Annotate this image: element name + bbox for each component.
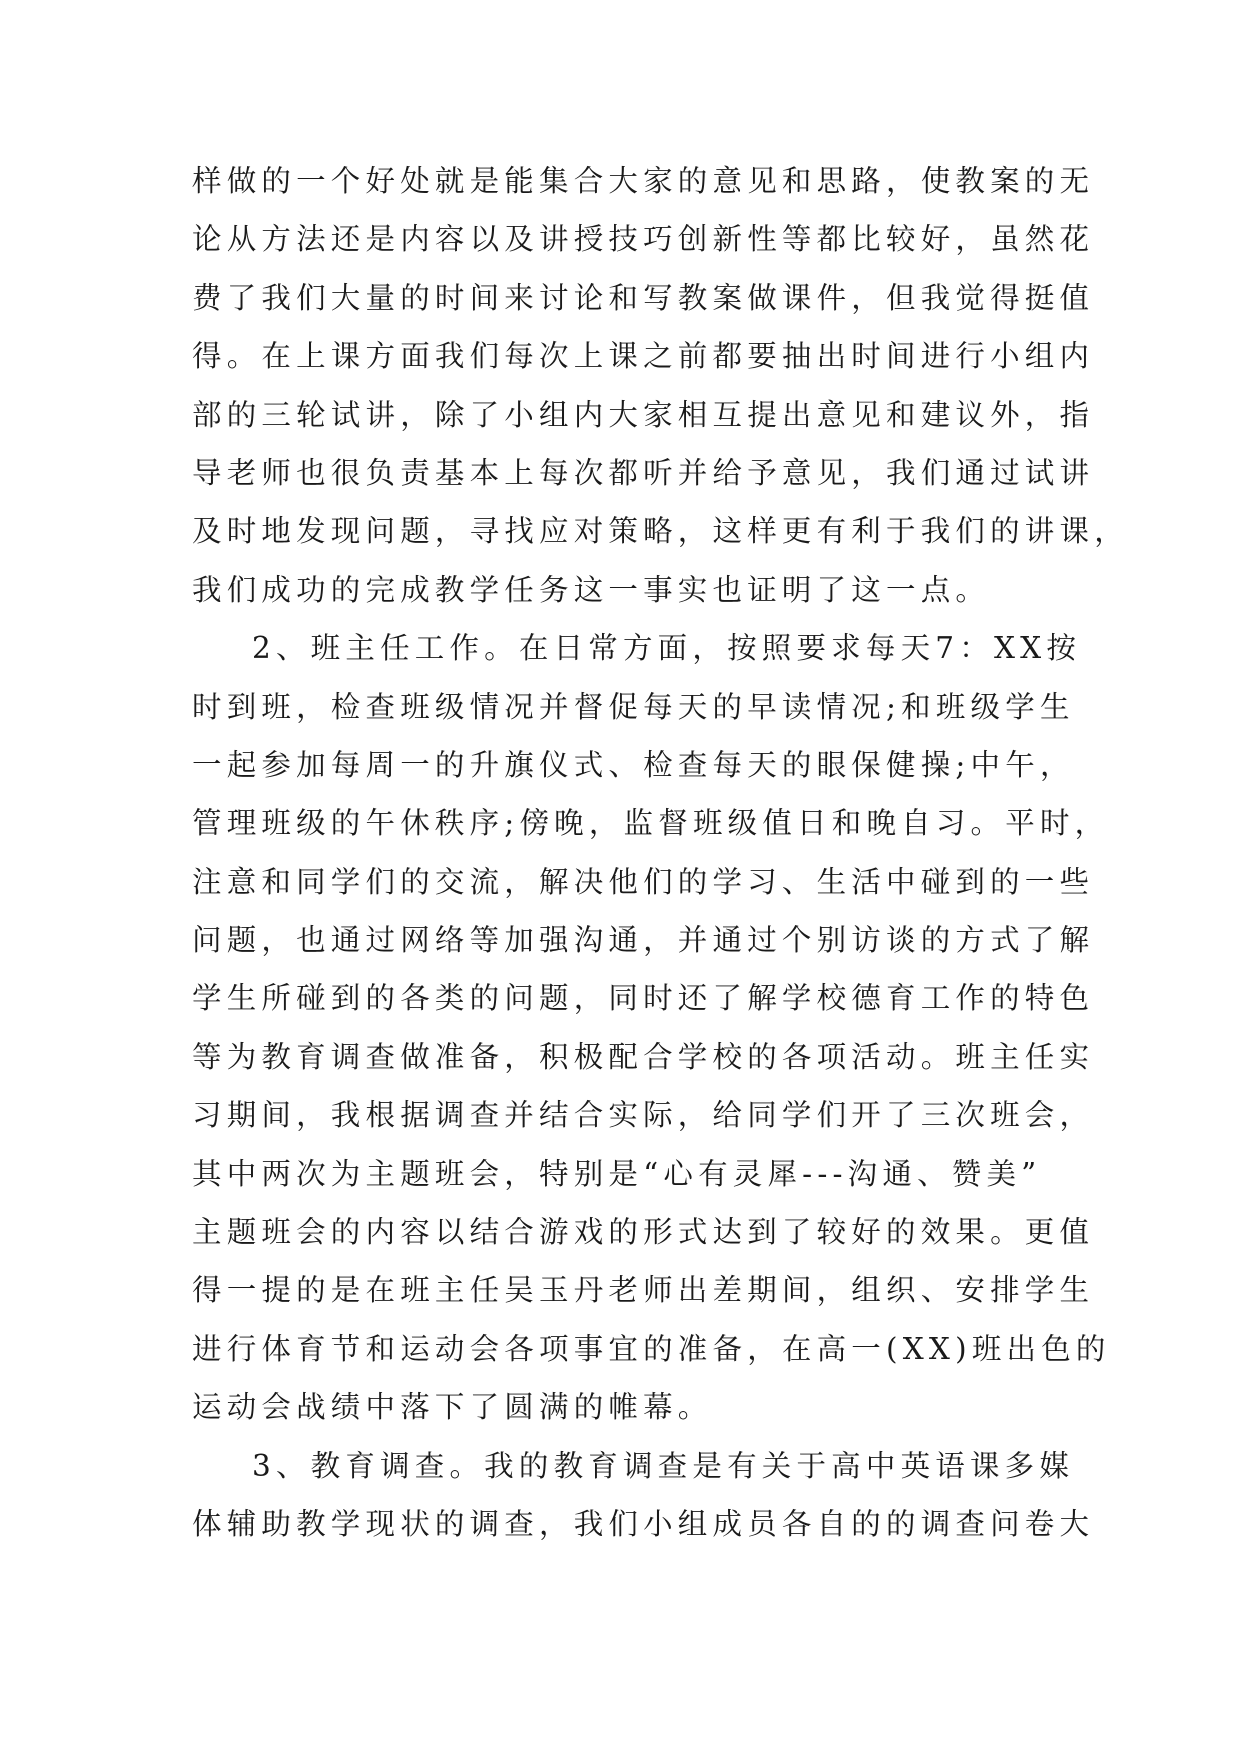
text-line: 得。在上课方面我们每次上课之前都要抽出时间进行小组内 bbox=[192, 339, 1095, 374]
text-line: 问题，也通过网络等加强沟通，并通过个别访谈的方式了解 bbox=[192, 923, 1095, 958]
text-line: 其中两次为主题班会，特别是“心有灵犀---沟通、赞美” bbox=[192, 1156, 1042, 1191]
text-line: 论从方法还是内容以及讲授技巧创新性等都比较好，虽然花 bbox=[192, 222, 1095, 257]
text-line: 主题班会的内容以结合游戏的形式达到了较好的效果。更值 bbox=[192, 1215, 1095, 1250]
text-line: 得一提的是在班主任吴玉丹老师出差期间，组织、安排学生 bbox=[192, 1273, 1095, 1308]
paragraph-start-line: 3、教育调查。我的教育调查是有关于高中英语课多媒 bbox=[252, 1448, 1075, 1483]
text-line: 进行体育节和运动会各项事宜的准备，在高一(XX)班出色的 bbox=[192, 1331, 1111, 1366]
text-line: 部的三轮试讲，除了小组内大家相互提出意见和建议外，指 bbox=[192, 397, 1095, 432]
text-line: 时到班，检查班级情况并督促每天的早读情况;和班级学生 bbox=[192, 689, 1075, 724]
text-line: 管理班级的午休秩序;傍晚，监督班级值日和晚自习。平时， bbox=[192, 806, 1110, 841]
text-line: 导老师也很负责基本上每次都听并给予意见，我们通过试讲 bbox=[192, 455, 1095, 490]
text-line: 样做的一个好处就是能集合大家的意见和思路，使教案的无 bbox=[192, 164, 1095, 198]
text-line: 习期间，我根据调查并结合实际，给同学们开了三次班会， bbox=[192, 1098, 1095, 1133]
text-line: 学生所碰到的各类的问题，同时还了解学校德育工作的特色 bbox=[192, 981, 1095, 1016]
text-line: 体辅助教学现状的调查，我们小组成员各自的的调查问卷大 bbox=[192, 1506, 1095, 1541]
text-line: 运动会战绩中落下了圆满的帷幕。 bbox=[192, 1390, 713, 1425]
text-line: 我们成功的完成教学任务这一事实也证明了这一点。 bbox=[192, 572, 991, 607]
text-line: 注意和同学们的交流，解决他们的学习、生活中碰到的一些 bbox=[192, 864, 1095, 899]
text-line: 等为教育调查做准备，积极配合学校的各项活动。班主任实 bbox=[192, 1039, 1095, 1074]
text-line: 及时地发现问题，寻找应对策略，这样更有利于我们的讲课， bbox=[192, 514, 1129, 549]
text-line: 一起参加每周一的升旗仪式、检查每天的眼保健操;中午， bbox=[192, 747, 1075, 782]
paragraph-start-line: 2、班主任工作。在日常方面，按照要求每天7：XX按 bbox=[252, 631, 1082, 666]
text-line: 费了我们大量的时间来讨论和写教案做课件，但我觉得挺值 bbox=[192, 280, 1095, 315]
document-page bbox=[192, 152, 1129, 1553]
